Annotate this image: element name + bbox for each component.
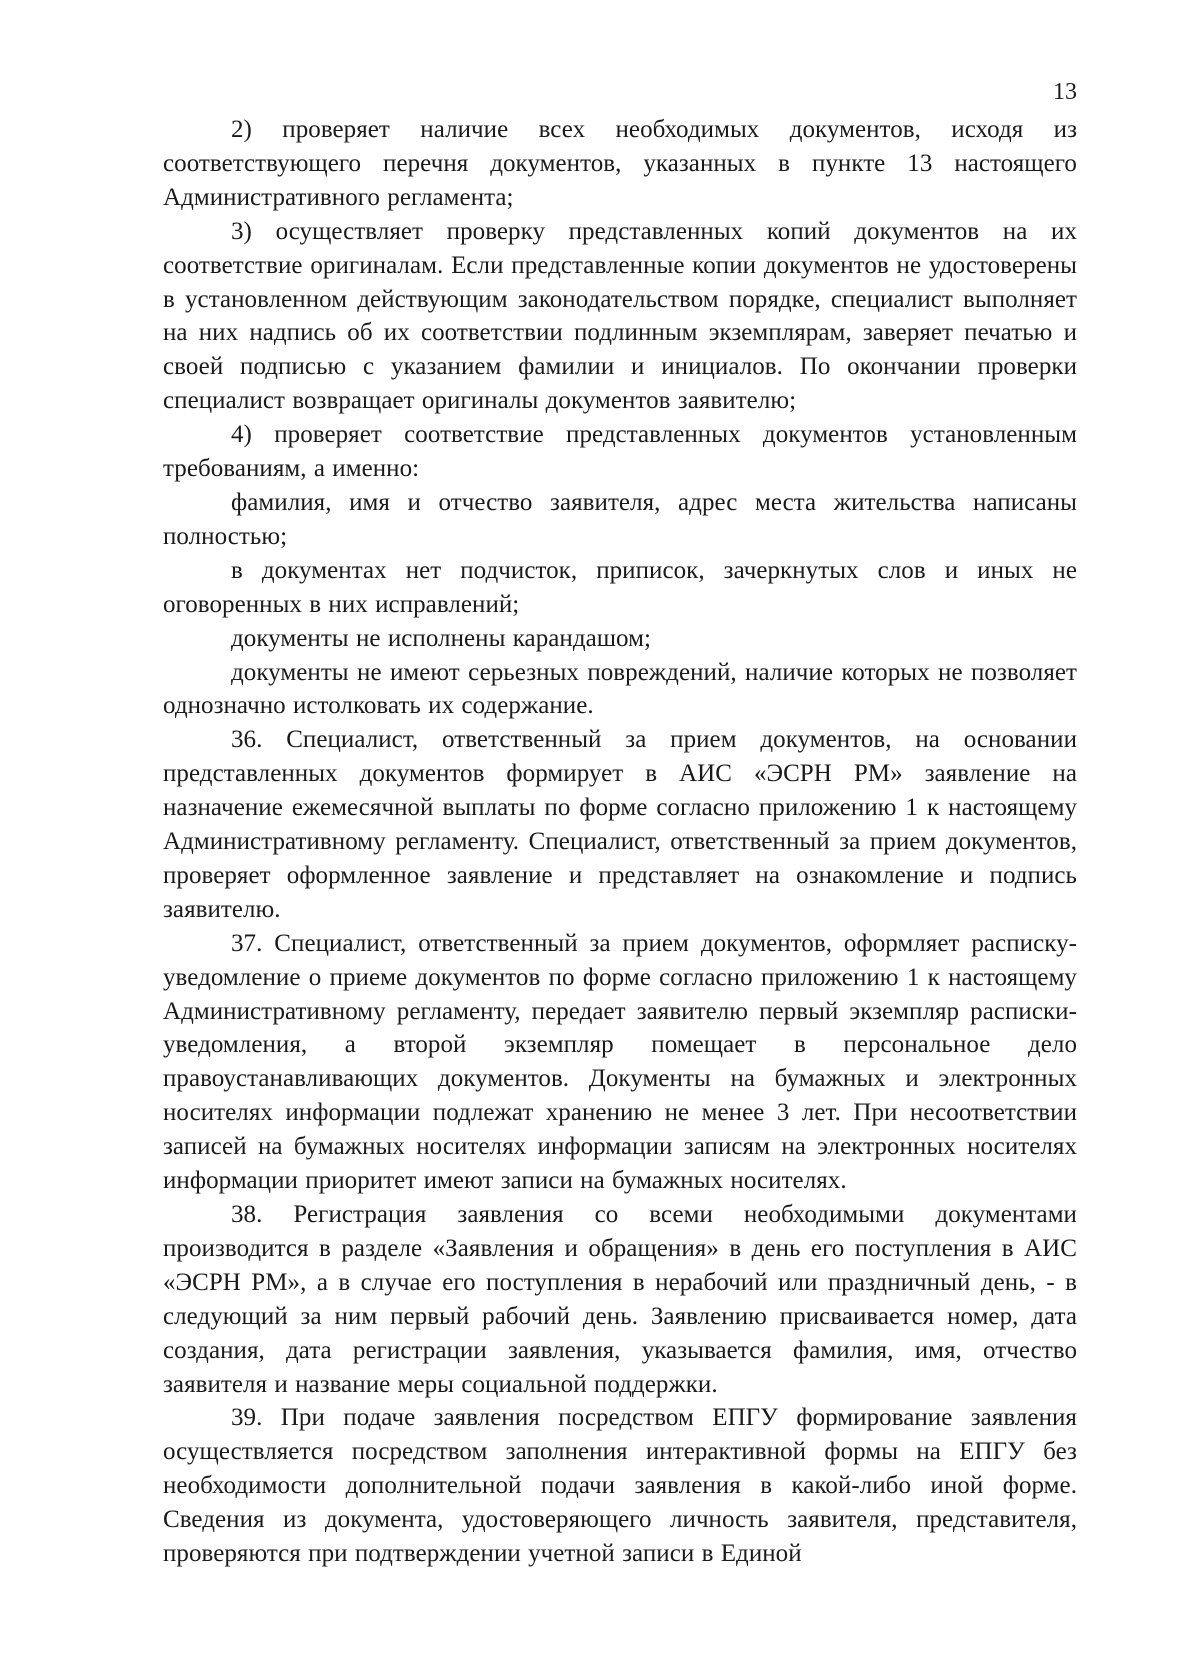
paragraph-section-39: 39. При подаче заявления посредством ЕПГУ формирование заявления осуществляется посредством заполнения интерактивной формы на ЕПГУ без необходимости дополнительной подачи заявления в какой-либо иной форме. Сведения из документа, удостоверяющего личность заявителя, представителя, проверяются при подтверждении учетной записи в Единой (163, 1404, 1077, 1568)
paragraph-item-4: 4) проверяет соответствие представленных документов установленным требованиям, а именно: (163, 421, 1077, 483)
paragraph-requirement-no-corrections: в документах нет подчисток, приписок, зачеркнутых слов и иных не оговоренных в них исправлений; (163, 556, 1077, 618)
paragraph-requirement-no-damage: документы не имеют серьезных повреждений, наличие которых не позволяет однозначно истолковать их содержание. (163, 658, 1077, 720)
paragraph-section-36: 36. Специалист, ответственный за прием документов, на основании представленных документов формирует в АИС «ЭСРН РМ» заявление на назначение ежемесячной выплаты по форме согласно приложению 1 к настоящему Административному регламенту. Специалист, ответственный за прием документов, проверяет оформленное заявление и представляет на ознакомление и подпись заявителю. (163, 726, 1077, 923)
paragraph-requirement-names: фамилия, имя и отчество заявителя, адрес места жительства написаны полностью; (163, 488, 1077, 550)
page-number: 13 (1053, 79, 1077, 105)
paragraph-section-37: 37. Специалист, ответственный за прием документов, оформляет расписку-уведомление о приеме документов по форме согласно приложению 1 к настоящему Административному регламенту, передает заявителю первый экземпляр расписки-уведомления, а второй экземпляр помещает в персональное дело правоустанавливающих документов. Документы на бумажных и электронных носителях информации подлежат хранению не менее 3 лет. При несоответствии записей на бумажных носителях информации записям на электронных носителях информации приоритет имеют записи на бумажных носителях. (163, 929, 1077, 1195)
paragraph-item-2: 2) проверяет наличие всех необходимых документов, исходя из соответствующего перечня документов, указанных в пункте 13 настоящего Административного регламента; (163, 116, 1077, 211)
paragraph-requirement-no-pencil: документы не исполнены карандашом; (231, 624, 651, 652)
document-body (163, 113, 1077, 1571)
paragraph-item-3: 3) осуществляет проверку представленных копий документов на их соответствие оригиналам. Если представленные копии документов не удостоверены в установленном действующим законодательством порядке, специалист выполняет на них надпись об их соответствии подлинным экземплярам, заверяет печатью и своей подписью с указанием фамилии и инициалов. По окончании проверки специалист возвращает оригиналы документов заявителю; (163, 217, 1077, 415)
paragraph-section-38: 38. Регистрация заявления со всеми необходимыми документами производится в разделе «Заявления и обращения» в день его поступления в АИС «ЭСРН РМ», а в случае его поступления в нерабочий или праздничный день, - в следующий за ним первый рабочий день. Заявлению присваивается номер, дата создания, дата регистрации заявления, указывается фамилия, имя, отчество заявителя и название меры социальной поддержки. (163, 1201, 1077, 1398)
